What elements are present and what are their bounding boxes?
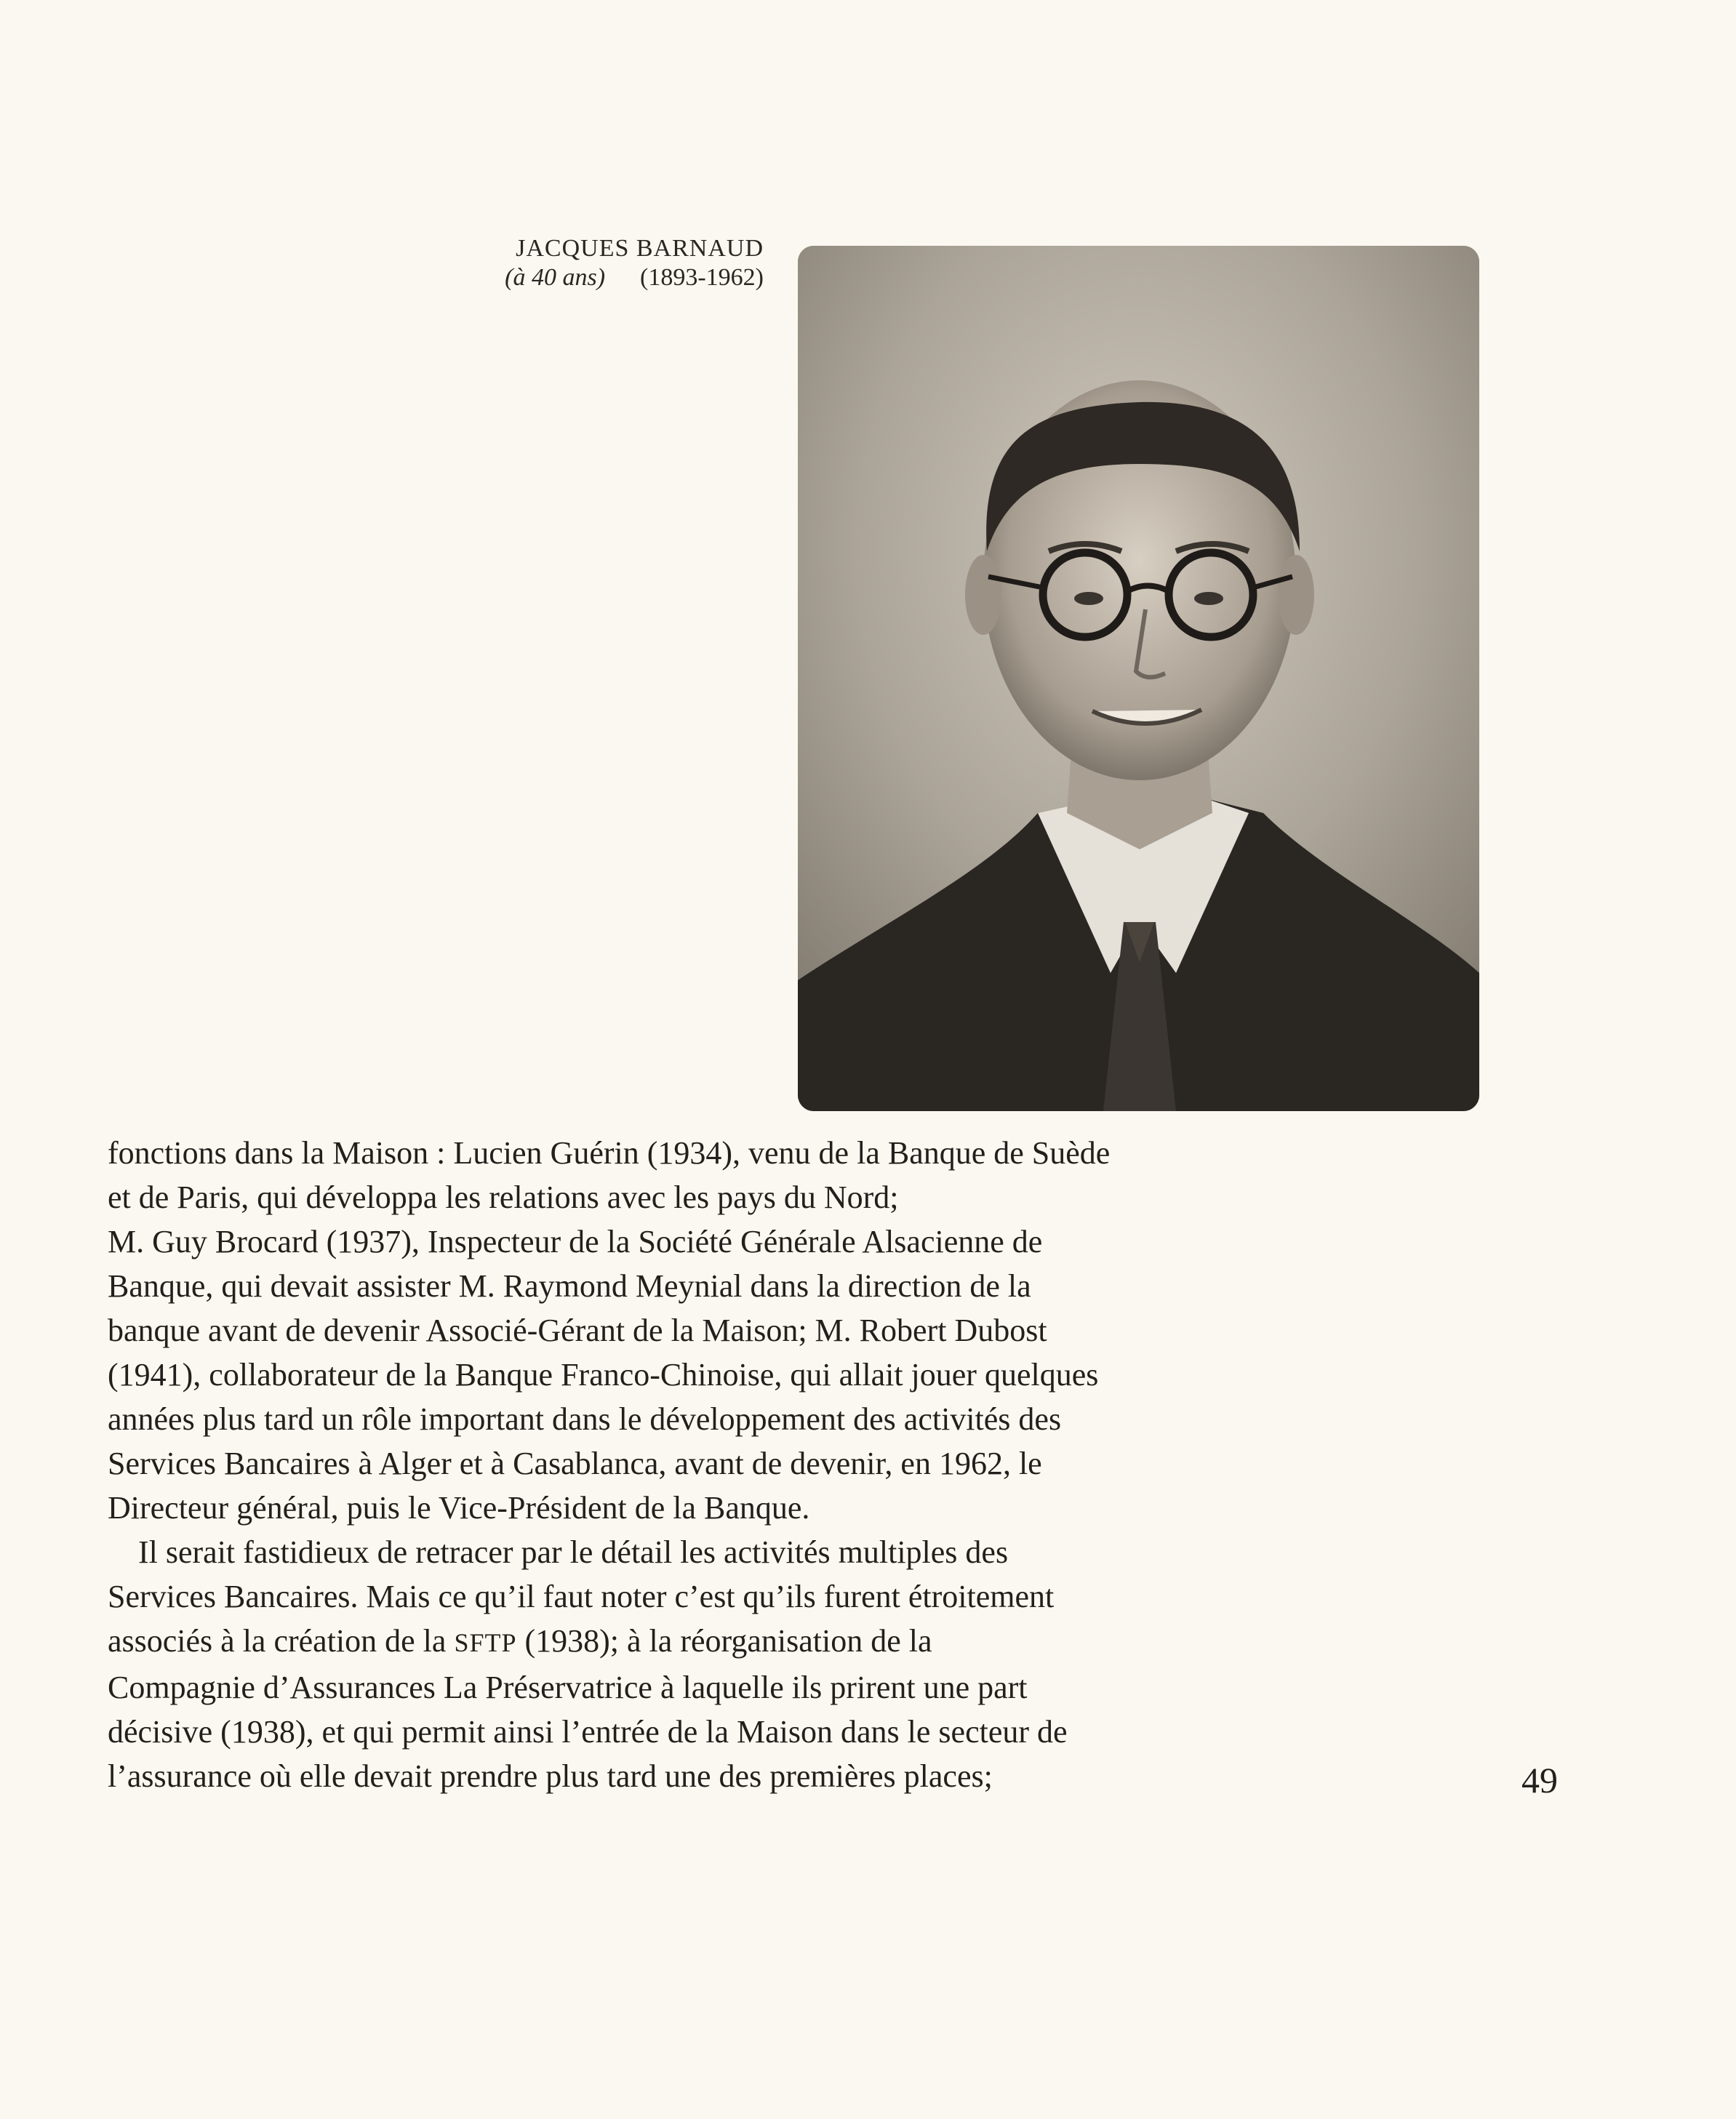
page-number: 49 [1521, 1760, 1558, 1800]
text-line: et de Paris, qui développa les relations avec les pays du Nord; [108, 1179, 899, 1215]
text-line: Il serait fastidieux de retracer par le détail les activités multiples des [138, 1534, 1009, 1570]
caption-dates-line [407, 263, 764, 292]
text-line: (1941), collaborateur de la Banque Franco-Chinoise, qui allait jouer quelques [108, 1357, 1099, 1393]
text-line: Compagnie d’Assurances La Préservatrice à laquelle ils prirent une part [108, 1670, 1028, 1705]
text-line: Services Bancaires. Mais ce qu’il faut noter c’est qu’ils furent étroitement [108, 1579, 1055, 1614]
text-line: Directeur général, puis le Vice-Président de la Banque. [108, 1490, 810, 1526]
text-fragment: associés à la création de la [108, 1623, 455, 1659]
text-line: Banque, qui devait assister M. Raymond Meynial dans la direction de la [108, 1268, 1031, 1304]
text-line: l’assurance où elle devait prendre plus tard une des premières places; [108, 1758, 993, 1794]
caption-age: (à 40 ans) [505, 264, 606, 291]
portrait-photo [798, 246, 1479, 1111]
abbreviation-sftp: SFTP [454, 1628, 517, 1657]
portrait-illustration [798, 246, 1479, 1111]
caption-dates: (1893-1962) [640, 264, 764, 291]
text-line: M. Guy Brocard (1937), Inspecteur de la Société Générale Alsacienne de [108, 1224, 1043, 1259]
caption-name: JACQUES BARNAUD [516, 235, 764, 262]
text-line [108, 1619, 1242, 1665]
text-line: banque avant de devenir Associé-Gérant de la Maison; M. Robert Dubost [108, 1313, 1047, 1348]
paragraph-1 [108, 1131, 1242, 1530]
text-line: Services Bancaires à Alger et à Casablanca, avant de devenir, en 1962, le [108, 1446, 1042, 1481]
photo-caption [407, 234, 764, 292]
text-line: années plus tard un rôle important dans le développement des activités des [108, 1401, 1062, 1437]
text-line: fonctions dans la Maison : Lucien Guérin (1934), venu de la Banque de Suède [108, 1135, 1111, 1171]
body-text [108, 1131, 1242, 1798]
text-line: décisive (1938), et qui permit ainsi l’entrée de la Maison dans le secteur de [108, 1714, 1068, 1750]
paragraph-2 [108, 1530, 1242, 1798]
text-fragment: (1938); à la réorganisation de la [516, 1623, 932, 1659]
